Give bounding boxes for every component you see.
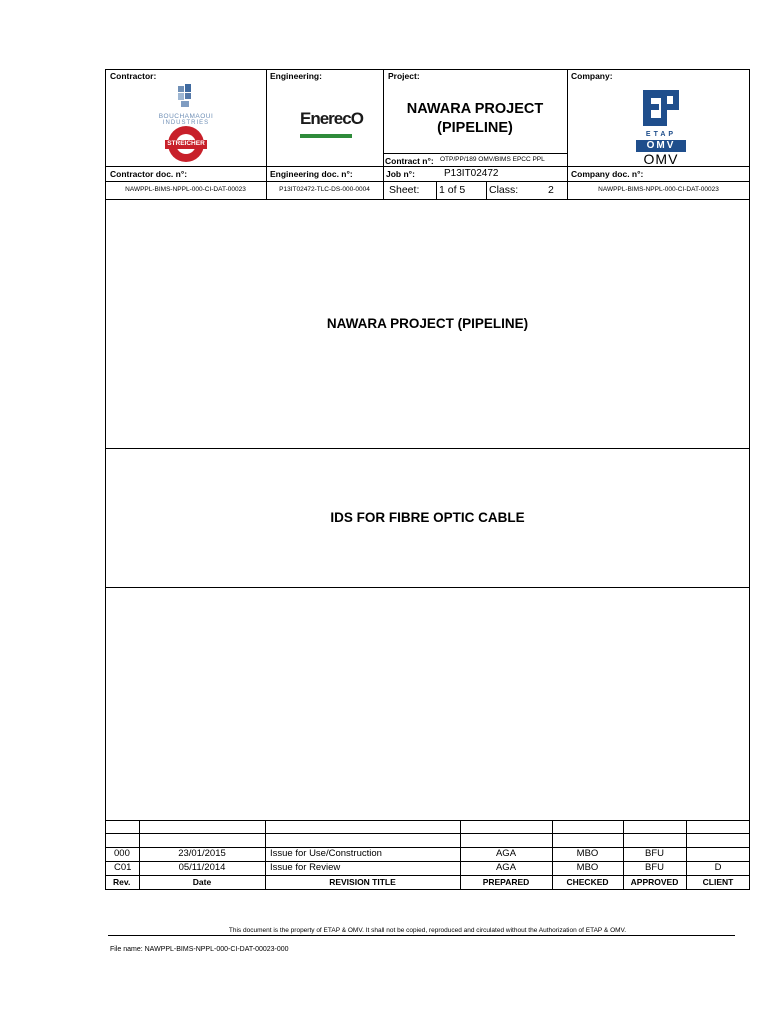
rev-header: Rev. [113, 877, 131, 887]
sheet-value: 1 of 5 [439, 184, 466, 196]
contractor-logo-subtext: INDUSTRIES [162, 120, 210, 126]
client-header: CLIENT [702, 877, 734, 887]
document-subtitle: IDS FOR FIBRE OPTIC CABLE [330, 510, 525, 525]
streicher-logo-text: STREICHER [167, 140, 205, 147]
etap-text: ETAP [645, 131, 677, 138]
company-label: Company: [571, 71, 613, 81]
omv-logo-text: OMV [646, 140, 676, 151]
file-name-text: File name: NAWPPL-BIMS-NPPL-000-CI-DAT-00023-000 [110, 946, 289, 953]
class-value: 2 [548, 184, 554, 196]
contractor-doc-label: Contractor doc. n°: [110, 169, 188, 179]
divider [105, 820, 750, 821]
project-name-line1: NAWARA PROJECT [406, 101, 544, 117]
divider [105, 199, 750, 200]
omv-text: OMV [643, 151, 679, 167]
approved-cell: BFU [645, 848, 664, 859]
rev-cell: C01 [114, 862, 132, 873]
divider [436, 181, 437, 199]
checked-header: CHECKED [566, 877, 609, 887]
prepared-cell: AGA [495, 848, 517, 859]
revision-title-header: REVISION TITLE [329, 877, 396, 887]
divider [105, 833, 750, 834]
approved-cell: BFU [645, 862, 664, 873]
disclaimer-text: This document is the property of ETAP & OMV. It shall not be copied, reproduced and circulated without the Authorization of ETAP & OMV. [228, 927, 627, 934]
date-header: Date [192, 877, 212, 887]
footer-divider [108, 935, 735, 936]
company-doc-label: Company doc. n°: [571, 169, 644, 179]
class-label: Class: [489, 184, 519, 196]
contractor-label: Contractor: [110, 71, 157, 81]
engineering-label: Engineering: [270, 71, 322, 81]
date-cell: 23/01/2015 [178, 848, 226, 859]
etap-logo [637, 84, 685, 132]
prepared-cell: AGA [495, 862, 517, 873]
eneredo-logo-text: EnerecO [300, 109, 363, 128]
approved-header: APPROVED [630, 877, 679, 887]
company-doc-value: NAWPPL-BIMS-NPPL-000-CI-DAT-00023 [598, 186, 719, 193]
client-cell: D [714, 862, 722, 873]
divider [567, 69, 568, 199]
contractor-logo-text: BOUCHAMAOUI [158, 113, 214, 120]
contract-label: Contract n°: [385, 156, 434, 166]
prepared-header: PREPARED [482, 877, 530, 887]
bouchamaoui-logo [148, 84, 224, 124]
checked-cell: MBO [576, 862, 599, 873]
job-value: P13IT02472 [444, 168, 499, 179]
project-label: Project: [388, 71, 420, 81]
divider [105, 181, 750, 182]
contract-value: OTP/PP/189 OMV/BIMS EPCC PPL [440, 156, 545, 163]
checked-cell: MBO [576, 848, 599, 859]
divider [266, 69, 267, 199]
job-label: Job n°: [386, 169, 415, 179]
document-title: NAWARA PROJECT (PIPELINE) [326, 316, 529, 331]
eneredo-logo [300, 106, 363, 140]
engineering-doc-value: P13IT02472-TLC-DS-000-0004 [279, 186, 370, 193]
title-cell: Issue for Use/Construction [270, 848, 382, 859]
project-name-line2: (PIPELINE) [437, 120, 513, 136]
divider [383, 153, 567, 154]
divider [105, 448, 750, 449]
contractor-doc-value: NAWPPL-BIMS-NPPL-000-CI-DAT-00023 [125, 186, 246, 193]
date-cell: 05/11/2014 [178, 862, 226, 873]
streicher-logo [165, 125, 207, 163]
divider [105, 587, 750, 588]
engineering-doc-label: Engineering doc. n°: [270, 169, 353, 179]
title-cell: Issue for Review [270, 862, 341, 873]
divider [486, 181, 487, 199]
sheet-label: Sheet: [389, 184, 420, 196]
rev-cell: 000 [114, 848, 130, 859]
divider [105, 875, 750, 876]
